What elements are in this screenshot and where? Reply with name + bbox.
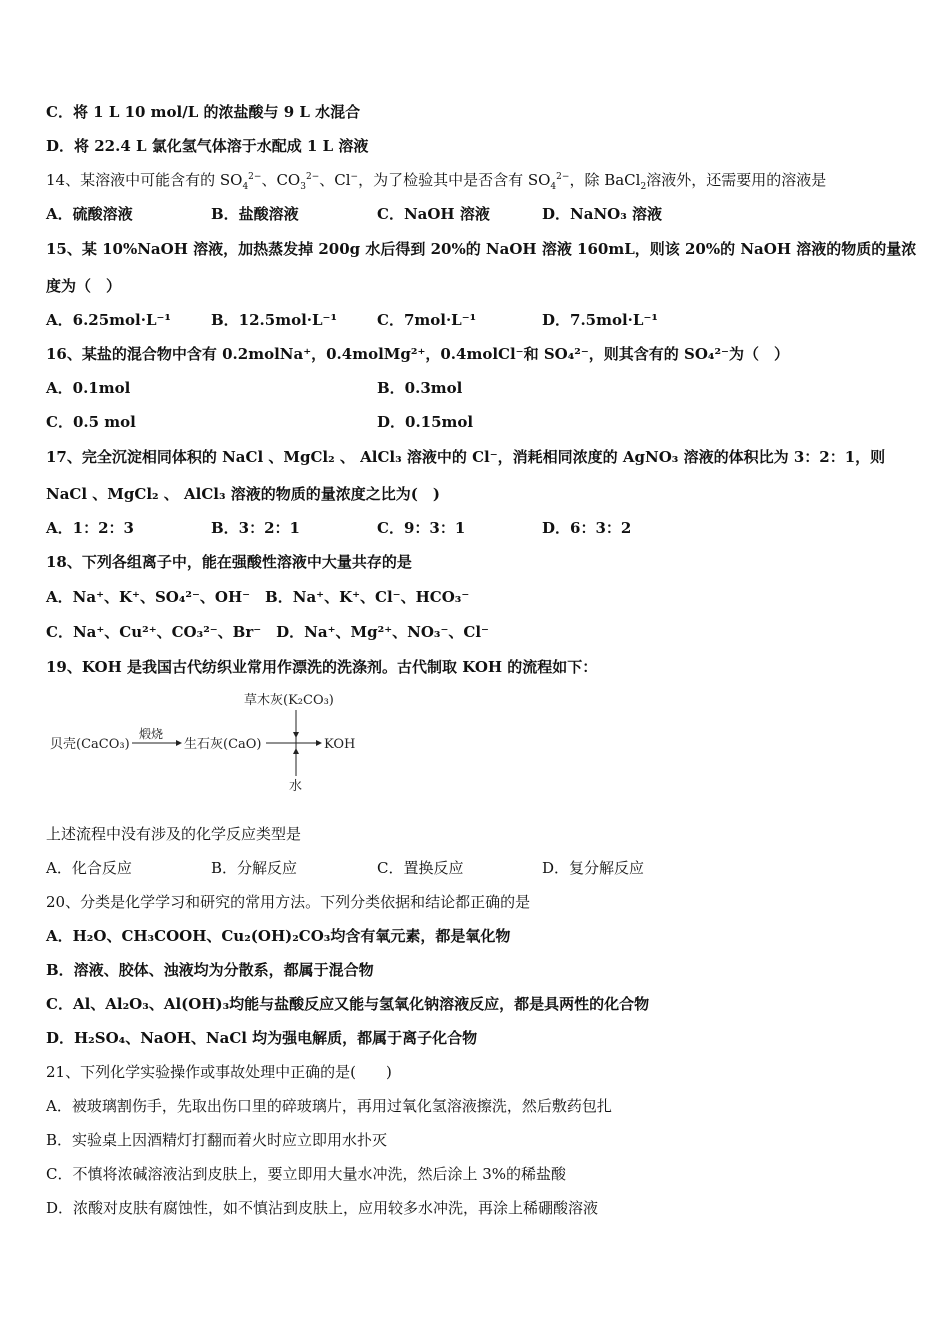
- q13-option-d: D．将 22.4 L 氯化氢气体溶于水配成 1 L 溶液: [46, 137, 369, 155]
- q21-option-d: D．浓酸对皮肤有腐蚀性，如不慎沾到皮肤上，应用较多水冲洗，再涂上稀硼酸溶液: [46, 1199, 599, 1217]
- q14-stem-part: ，除 BaCl: [569, 171, 641, 189]
- q15-option-b: B．12.5mol·L⁻¹: [211, 311, 338, 329]
- superscript: 2−: [556, 172, 570, 182]
- q19-stem: 19、KOH 是我国古代纺织业常用作漂洗的洗涤剂。古代制取 KOH 的流程如下：: [46, 658, 598, 676]
- diagram-middle-label: 生石灰(CaO): [184, 737, 262, 752]
- q21-option-c: C．不慎将浓碱溶液沾到皮肤上，要立即用大量水冲洗，然后涂上 3%的稀盐酸: [46, 1165, 567, 1183]
- q20-option-a: A．H₂O、CH₃COOH、Cu₂(OH)₂CO₃均含有氧元素，都是氧化物: [46, 927, 511, 945]
- q15-option-a: A．6.25mol·L⁻¹: [46, 311, 172, 329]
- diagram-product-label: KOH: [324, 737, 356, 752]
- q19-option-d: D．复分解反应: [542, 859, 645, 877]
- superscript: 2−: [305, 172, 320, 182]
- q18-stem: 18、下列各组离子中，能在强酸性溶液中大量共存的是: [46, 553, 412, 571]
- superscript: −: [350, 172, 359, 182]
- q19-option-a: A．化合反应: [46, 859, 132, 877]
- koh-flow-diagram: [46, 688, 376, 798]
- subscript: 2: [640, 182, 647, 192]
- q16-stem: 16、某盐的混合物中含有 0.2molNa⁺，0.4molMg²⁺，0.4molCl⁻和 SO₄²⁻，则其含有的 SO₄²⁻为（ ）: [46, 345, 789, 363]
- q17-stem: 17、完全沉淀相同体积的 NaCl 、MgCl₂ 、 AlCl₃ 溶液中的 Cl⁻，消耗相同浓度的 AgNO₃ 溶液的体积比为 3：2：1，则: [46, 448, 886, 466]
- q17-option-c: C．9：3：1: [377, 519, 466, 537]
- q17-option-b: B．3：2：1: [211, 519, 300, 537]
- subscript: 4: [550, 182, 557, 192]
- q18-options-ab: A．Na⁺、K⁺、SO₄²⁻、OH⁻ B．Na⁺、K⁺、Cl⁻、HCO₃⁻: [46, 588, 470, 606]
- q20-option-b: B．溶液、胶体、浊液均为分散系，都属于混合物: [46, 961, 374, 979]
- q14-option-b: B．盐酸溶液: [211, 205, 299, 223]
- q17-option-d: D．6：3：2: [542, 519, 632, 537]
- diagram-arrow-label: 煅烧: [139, 727, 164, 741]
- q15-option-c: C．7mol·L⁻¹: [377, 311, 477, 329]
- subscript: 3: [300, 182, 306, 192]
- q17-option-a: A．1：2：3: [46, 519, 134, 537]
- q14-option-c: C．NaOH 溶液: [377, 205, 490, 223]
- q20-option-c: C．Al、Al₂O₃、Al(OH)₃均能与盐酸反应又能与氢氧化钠溶液反应，都是具两性的化合物: [46, 995, 650, 1013]
- q14-option-a: A．硫酸溶液: [46, 205, 133, 223]
- q14-stem-part: 14、某溶液中可能含有的 SO: [46, 171, 243, 189]
- q16-option-b: B．0.3mol: [377, 379, 463, 397]
- q14-stem-part: 、Cl: [319, 171, 351, 189]
- q19-option-b: B．分解反应: [211, 859, 298, 877]
- q13-option-c: C．将 1 L 10 mol/L 的浓盐酸与 9 L 水混合: [46, 103, 361, 121]
- q16-option-c: C．0.5 mol: [46, 413, 136, 431]
- q14-option-d: D．NaNO₃ 溶液: [542, 205, 663, 223]
- q14-stem-part: 溶液外，还需要用的溶液是: [646, 171, 827, 189]
- q15-stem-cont: 度为（ ）: [46, 277, 122, 295]
- q15-option-d: D．7.5mol·L⁻¹: [542, 311, 658, 329]
- q20-option-d: D．H₂SO₄、NaOH、NaCl 均为强电解质，都属于离子化合物: [46, 1029, 478, 1047]
- diagram-top-label: 草木灰(K₂CO₃): [244, 693, 334, 708]
- diagram-up-arrow: [293, 748, 299, 754]
- diagram-arrow-head: [176, 740, 182, 746]
- q19-question: 上述流程中没有涉及的化学反应类型是: [46, 825, 302, 843]
- diagram-down-arrow: [293, 732, 299, 738]
- q16-option-a: A．0.1mol: [46, 379, 131, 397]
- q20-stem: 20、分类是化学学习和研究的常用方法。下列分类依据和结论都正确的是: [46, 893, 531, 911]
- q21-stem: 21、下列化学实验操作或事故处理中正确的是( ): [46, 1063, 392, 1081]
- q14-stem-part: 、CO: [261, 171, 301, 189]
- q15-stem: 15、某 10%NaOH 溶液，加热蒸发掉 200g 水后得到 20%的 NaOH 溶液 160mL，则该 20%的 NaOH 溶液的物质的量浓: [46, 240, 917, 258]
- q16-option-d: D．0.15mol: [377, 413, 474, 431]
- q18-options-cd: C．Na⁺、Cu²⁺、CO₃²⁻、Br⁻ D．Na⁺、Mg²⁺、NO₃⁻、Cl⁻: [46, 623, 489, 641]
- diagram-start-label: 贝壳(CaCO₃): [50, 737, 130, 752]
- q14-stem: [46, 171, 827, 192]
- q21-option-b: B．实验桌上因酒精灯打翻而着火时应立即用水扑灭: [46, 1131, 388, 1149]
- subscript: 4: [242, 182, 249, 192]
- q21-option-a: A．被玻璃割伤手，先取出伤口里的碎玻璃片，再用过氧化氢溶液擦洗，然后敷药包扎: [46, 1097, 612, 1115]
- q14-stem-part: ，为了检验其中是否含有 SO: [358, 171, 551, 189]
- diagram-bottom-label: 水: [289, 779, 303, 794]
- q17-stem-cont: NaCl 、MgCl₂ 、 AlCl₃ 溶液的物质的量浓度之比为( ): [46, 485, 440, 503]
- diagram-arrow-head-2: [316, 740, 322, 746]
- q19-option-c: C．置换反应: [377, 859, 464, 877]
- superscript: 2−: [248, 172, 262, 182]
